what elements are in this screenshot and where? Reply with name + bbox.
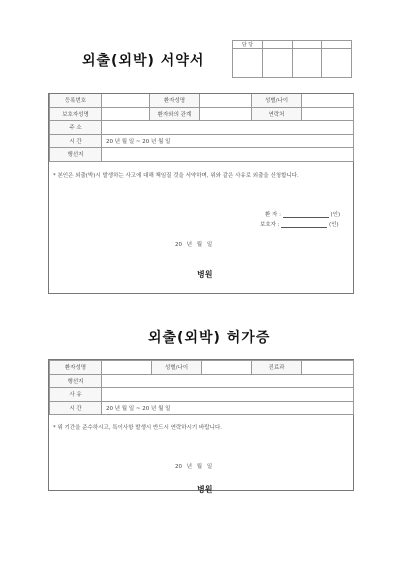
permit-period-label: 시 간: [50, 401, 102, 415]
permit-form: [48, 359, 354, 494]
permit-hospital-name: 병원: [197, 485, 213, 494]
approval-label: 담 당: [233, 41, 263, 49]
department-label: 진료과: [252, 361, 302, 375]
department-field[interactable]: [302, 361, 354, 375]
patient-signature-row: [265, 210, 340, 218]
approval-sign-cell[interactable]: [322, 49, 352, 78]
permit-notice: * 위 기간을 준수하시고, 특이사항 발생시 반드시 연락하시기 바랍니다.: [53, 425, 222, 431]
permit-info-table: [49, 360, 354, 415]
pledge-statement: * 본인은 외출(박)시 발생하는 사고에 대해 책임질 것을 서약하며, 위와 같은 사유로 외출을 신청합니다.: [53, 173, 299, 179]
guardian-signature-label: 보호자 :: [260, 222, 280, 228]
pledge-title: 외출(외박) 서약서: [82, 53, 205, 69]
pledge-form: [48, 93, 354, 294]
reason-field[interactable]: [102, 388, 354, 402]
destination-label: 행선지: [50, 148, 102, 162]
guardian-signature-row: [260, 220, 339, 228]
destination-field[interactable]: [102, 148, 354, 162]
period-label: 시 간: [50, 134, 102, 148]
address-field[interactable]: [102, 121, 354, 135]
permit-patient-name-field[interactable]: [102, 361, 152, 375]
guardian-signature-line[interactable]: [281, 221, 327, 228]
approval-sign-cell[interactable]: [293, 49, 322, 78]
permit-destination-field[interactable]: [102, 374, 354, 388]
address-label: 주 소: [50, 121, 102, 135]
patient-seal-mark: (인): [330, 212, 341, 218]
pledge-info-table: [49, 94, 354, 162]
pledge-date: 20 년 월 일: [175, 242, 213, 248]
relation-field[interactable]: [200, 107, 252, 121]
approval-header-cell: [322, 41, 352, 49]
pledge-hospital-name: 병원: [197, 270, 213, 279]
contact-field[interactable]: [302, 107, 354, 121]
approval-box: [232, 40, 352, 78]
guardian-name-label: 보호자성명: [50, 107, 102, 121]
approval-sign-cell[interactable]: [263, 49, 293, 78]
contact-label: 연락처: [252, 107, 302, 121]
patient-name-label: 환자성명: [150, 94, 200, 107]
guardian-name-field[interactable]: [102, 107, 150, 121]
period-field[interactable]: 20 년 월 일 ~ 20 년 월 일: [102, 134, 354, 148]
permit-sex-age-field[interactable]: [202, 361, 252, 375]
guardian-seal-mark: (인): [329, 222, 339, 228]
permit-date: 20 년 월 일: [175, 464, 213, 470]
patient-signature-label: 환 자 :: [265, 212, 281, 218]
approval-header-cell: [263, 41, 293, 49]
permit-title: 외출(외박) 허가증: [148, 330, 271, 346]
sex-age-field[interactable]: [302, 94, 354, 107]
permit-patient-name-label: 환자성명: [50, 361, 102, 375]
permit-period-field[interactable]: 20 년 월 일 ~ 20 년 월 일: [102, 401, 354, 415]
patient-name-field[interactable]: [200, 94, 252, 107]
reg-no-field[interactable]: [102, 94, 150, 107]
relation-label: 환자와의 관계: [150, 107, 200, 121]
reg-no-label: 등록번호: [50, 94, 102, 107]
approval-sign-cell[interactable]: [233, 49, 263, 78]
permit-destination-label: 행선지: [50, 374, 102, 388]
reason-label: 사 유: [50, 388, 102, 402]
approval-header-cell: [293, 41, 322, 49]
permit-sex-age-label: 성별/나이: [152, 361, 202, 375]
patient-signature-line[interactable]: [283, 211, 329, 218]
sex-age-label: 성별/나이: [252, 94, 302, 107]
